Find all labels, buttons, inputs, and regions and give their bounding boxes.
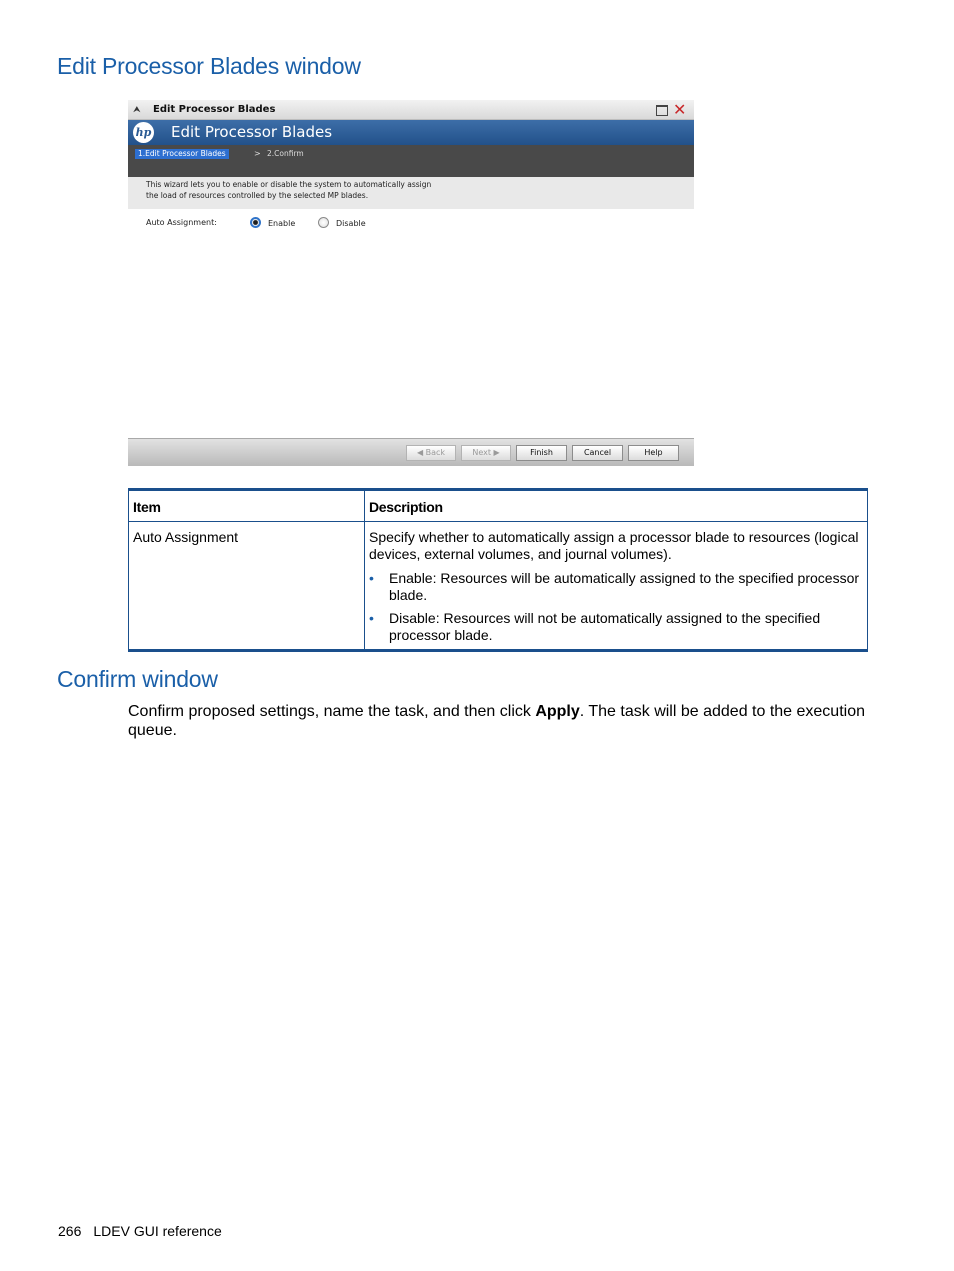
step-separator: >: [254, 149, 261, 158]
step-edit-processor-blades[interactable]: 1.Edit Processor Blades: [135, 149, 229, 159]
wizard-steps: [128, 145, 694, 177]
finish-button[interactable]: Finish: [516, 445, 567, 461]
confirm-paragraph: [128, 702, 868, 740]
edit-processor-blades-dialog: [128, 100, 694, 466]
apply-keyword: Apply: [535, 703, 580, 720]
description-line: This wizard lets you to enable or disable the system to automatically assign: [146, 180, 432, 189]
close-icon[interactable]: ✕: [673, 100, 687, 119]
table-header-row: [129, 491, 867, 522]
bullet-text-disable: Disable: Resources will not be automatically assigned to the specified processor blade.: [389, 610, 821, 643]
confirm-text-end: . The task will be added to the execution queue.: [128, 703, 865, 739]
bullet-icon: •: [369, 570, 374, 586]
auto-assignment-label: Auto Assignment:: [146, 218, 217, 227]
dialog-button-bar: [128, 438, 694, 466]
footer-section: LDEV GUI reference: [93, 1223, 222, 1239]
header-item: Item: [133, 499, 161, 515]
disable-radio[interactable]: [318, 217, 329, 228]
help-button[interactable]: Help: [628, 445, 679, 461]
hp-logo: hp: [133, 122, 154, 143]
dialog-titlebar: [128, 100, 694, 120]
section-heading-confirm: Confirm window: [57, 666, 218, 692]
cancel-button[interactable]: Cancel: [572, 445, 623, 461]
next-button[interactable]: Next ▶: [461, 445, 511, 461]
section-heading-edit-processor-blades: Edit Processor Blades window: [57, 53, 361, 79]
header-description: Description: [369, 499, 443, 515]
maximize-icon[interactable]: [656, 105, 668, 116]
page-footer: [58, 1223, 222, 1240]
banner-title: Edit Processor Blades: [171, 123, 333, 141]
enable-radio-label[interactable]: Enable: [268, 219, 296, 228]
bullet-text-enable: Enable: Resources will be automatically assigned to the specified processor blade.: [389, 570, 860, 603]
page-number: 266: [58, 1223, 82, 1239]
description-line: the load of resources controlled by the selected MP blades.: [146, 191, 369, 200]
item-description-table: [128, 488, 868, 652]
back-button[interactable]: ◀ Back: [406, 445, 456, 461]
cell-item: Auto Assignment: [133, 529, 239, 545]
wizard-description: [128, 177, 694, 209]
column-divider: [364, 491, 365, 649]
dialog-banner: [128, 120, 694, 145]
collapse-icon[interactable]: ⮝: [133, 105, 141, 115]
bullet-icon: •: [369, 610, 374, 626]
enable-radio[interactable]: [250, 217, 261, 228]
dialog-title: Edit Processor Blades: [153, 104, 276, 115]
disable-radio-label[interactable]: Disable: [336, 219, 366, 228]
cell-description: Specify whether to automatically assign a processor blade to resources (logical devices, external volumes, and journal volumes).: [369, 529, 859, 562]
step-confirm[interactable]: 2.Confirm: [267, 149, 304, 158]
confirm-text-start: Confirm proposed settings, name the task, and then click: [128, 703, 536, 720]
